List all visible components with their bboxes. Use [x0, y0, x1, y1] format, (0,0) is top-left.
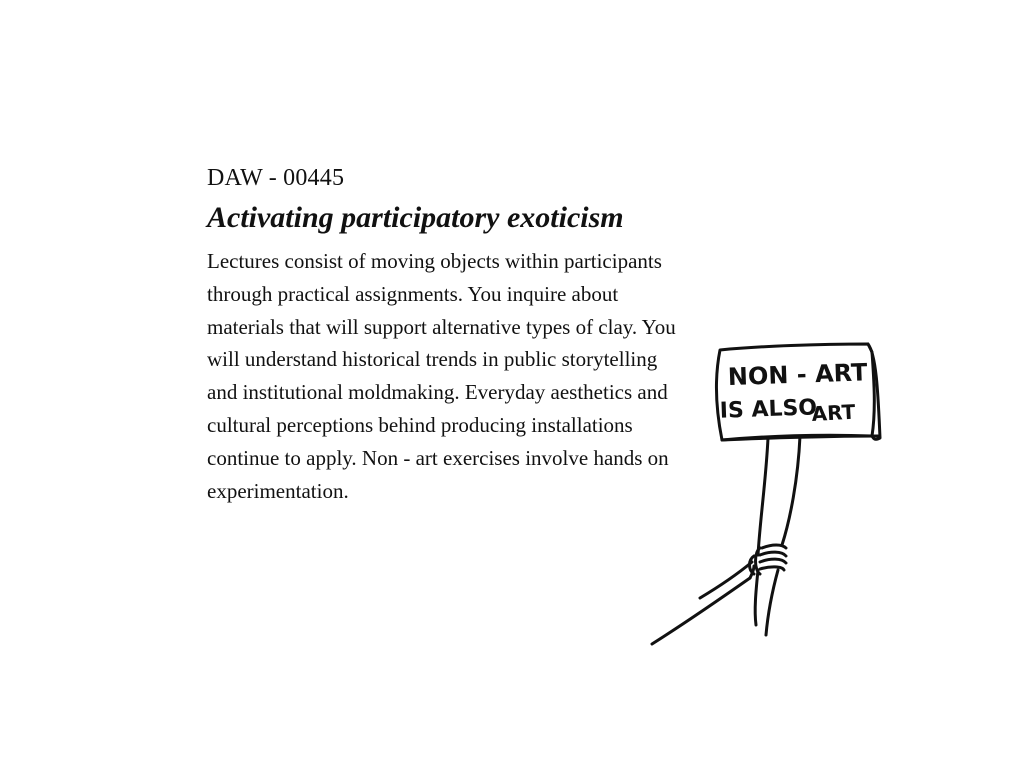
- sign-text-line2b: ART: [811, 399, 856, 426]
- sign-text-line2a: IS ALSO: [719, 395, 818, 424]
- hand-finger-4: [760, 567, 784, 570]
- entry-title: Activating participatory exoticism: [207, 201, 624, 234]
- sign-pole-right-lower: [766, 570, 778, 635]
- hand-finger-3: [760, 559, 786, 563]
- protest-sign-svg: [640, 330, 890, 660]
- arm-upper-line: [700, 562, 752, 598]
- sign-text-line1: NON - ART: [727, 358, 868, 392]
- sign-pole-left: [758, 438, 768, 555]
- sign-pole-left-lower: [755, 570, 758, 625]
- entry-description: Lectures consist of moving objects within participants through practical assignments. You inquire about materials that will support alternative types of clay. You will understand historical trends in public storytelling and institutional moldmaking. Everyday aesthetics and cultural perceptions behind producing installations continue to apply. Non - art exercises involve hands on experimentation.: [207, 249, 676, 503]
- entry-code: DAW - 00445: [207, 165, 345, 191]
- arm-lower-line: [652, 578, 750, 644]
- hand-finger-1: [762, 545, 786, 548]
- hand-finger-2: [760, 552, 786, 556]
- sign-pole-right: [782, 436, 800, 545]
- protest-sign-illustration: [640, 330, 890, 660]
- entry-text-block: [207, 163, 687, 507]
